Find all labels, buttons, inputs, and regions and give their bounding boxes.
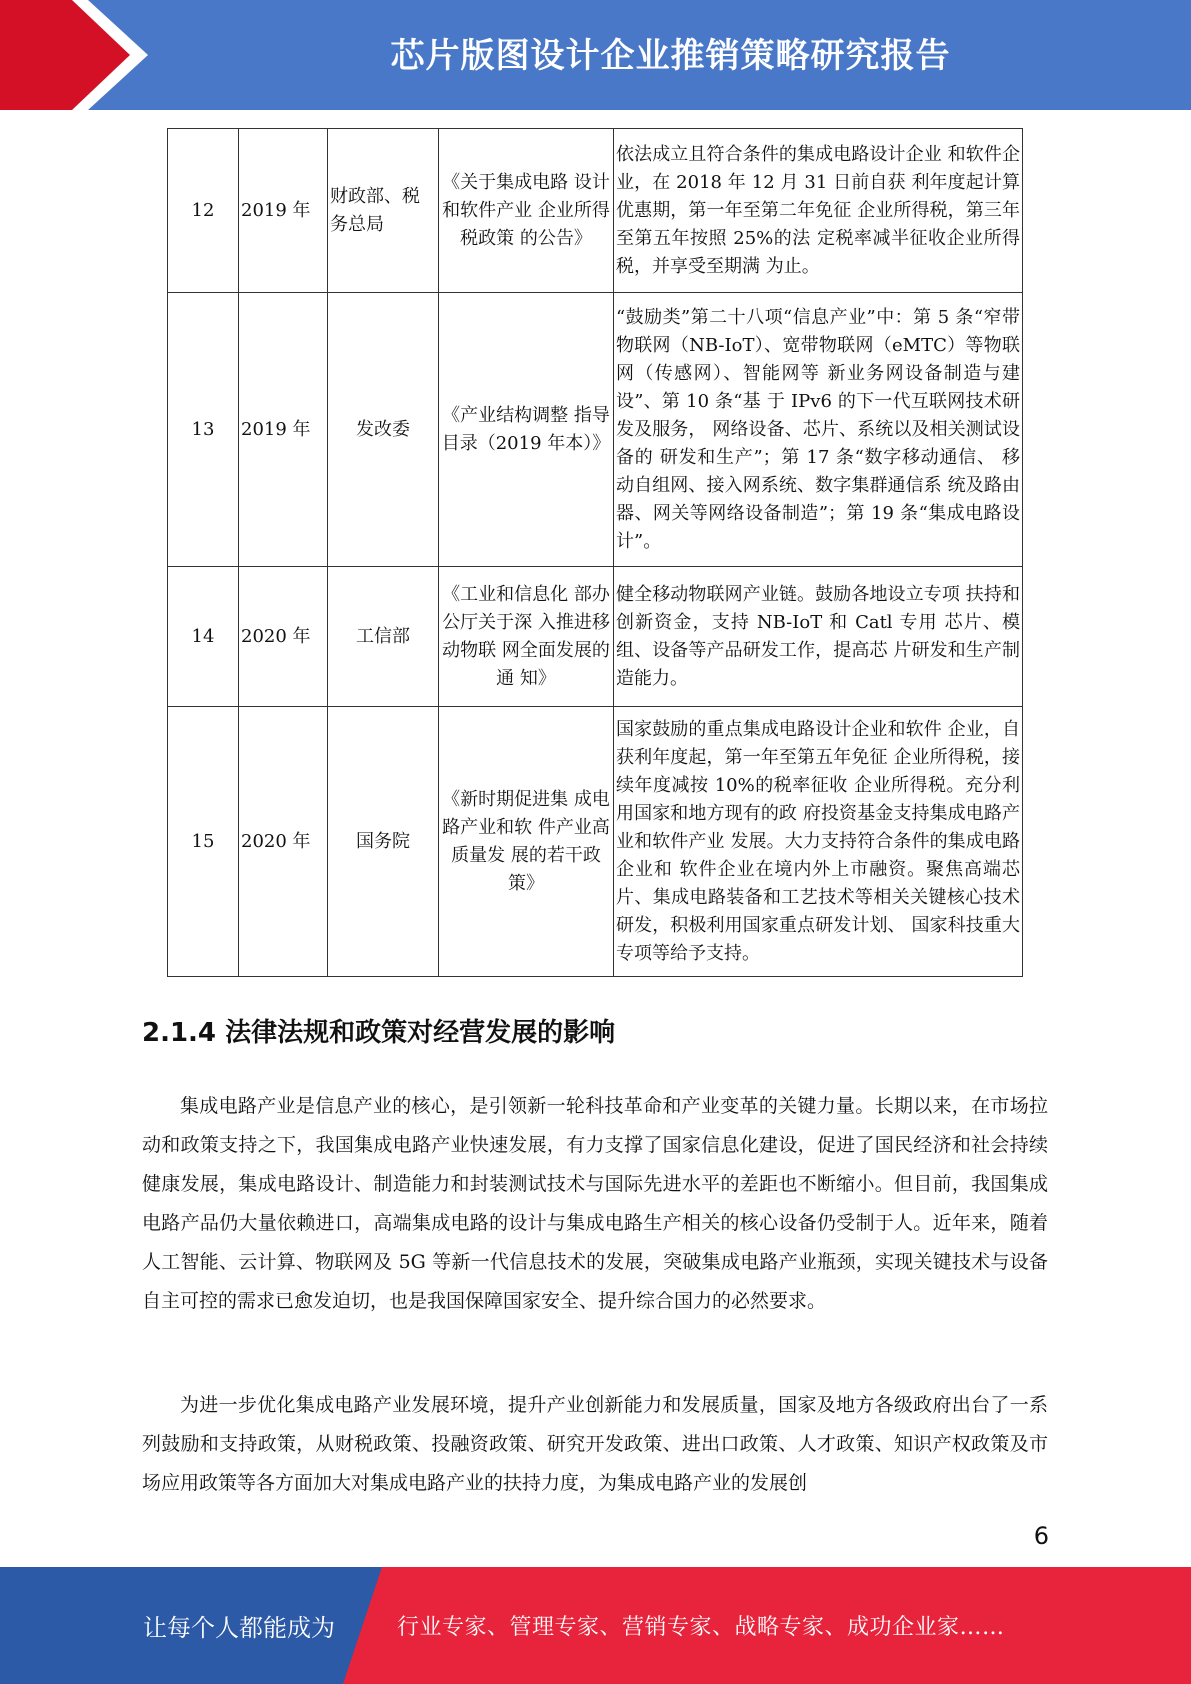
table-row — [168, 707, 1023, 977]
row-content: 健全移动物联网产业链。鼓励各地设立专项 扶持和创新资金，支持 NB-IoT 和 Catl 专用 芯片、模组、设备等产品研发工作，提高芯 片研发和生产制造能力。 — [614, 567, 1023, 707]
row-document: 《新时期促进集 成电路产业和软 件产业高质量发 展的若干政策》 — [439, 707, 614, 977]
table-row — [168, 293, 1023, 567]
body-paragraph: 为进一步优化集成电路产业发展环境，提升产业创新能力和发展质量，国家及地方各级政府出台了一系列鼓励和支持政策，从财税政策、投融资政策、研究开发政策、进出口政策、人才政策、知识产权政策及市场应用政策等各方面加大对集成电路产业的扶持力度，为集成电路产业的发展创 — [142, 1394, 1048, 1494]
table-row — [168, 129, 1023, 293]
page-number: 6 — [1033, 1522, 1049, 1550]
table-row — [168, 567, 1023, 707]
row-content: 依法成立且符合条件的集成电路设计企业 和软件企业，在 2018 年 12 月 31 日前自获 利年度起计算优惠期，第一年至第二年免征 企业所得税，第三年至第五年按照 25%的法 定税率减半征收企业所得税，并享受至期满 为止。 — [614, 129, 1023, 293]
row-number: 14 — [168, 567, 239, 707]
row-number: 12 — [168, 129, 239, 293]
section-heading: 2.1.4 法律法规和政策对经营发展的影响 — [142, 1018, 616, 1048]
footer-slogan-left: 让每个人都能成为 — [143, 1614, 335, 1642]
page-footer — [0, 1567, 1191, 1684]
page-header — [0, 0, 1191, 110]
report-title: 芯片版图设计企业推销策略研究报告 — [390, 36, 951, 76]
row-department: 财政部、税务总局 — [328, 129, 439, 293]
row-content: 国家鼓励的重点集成电路设计企业和软件 企业，自获利年度起，第一年至第五年免征 企业所得税，接续年度减按 10%的税率征收 企业所得税。充分利用国家和地方现有的政 府投资基金支持集成电路产业和软件产业 发展。大力支持符合条件的集成电路企业和 软件企业在境内外上市融资。聚焦高端芯 片、集成电路装备和工艺技术等相关关键核心技术研发，积极利用国家重点研发计划、 国家科技重大专项等给予支持。 — [614, 707, 1023, 977]
row-year: 2019 年 — [239, 293, 328, 567]
row-document: 《关于集成电路 设计和软件产业 企业所得税政策 的公告》 — [439, 129, 614, 293]
policy-table — [167, 128, 1023, 977]
header-arrow-decoration — [0, 0, 150, 110]
row-document: 《工业和信息化 部办公厅关于深 入推进移动物联 网全面发展的通 知》 — [439, 567, 614, 707]
row-number: 15 — [168, 707, 239, 977]
row-department: 发改委 — [328, 293, 439, 567]
row-content: “鼓励类”第二十八项“信息产业”中：第 5 条“窄带物联网（NB-IoT）、宽带物联网（eMTC）等物联网（传感网）、智能网等 新业务网设备制造与建设”、第 10 条“基 于 IPv6 的下一代互联网技术研发及服务， 网络设备、芯片、系统以及相关测试设备的 研发和生产”；第 17 条“数字移动通信、 移动自组网、接入网系统、数字集群通信系 统及路由器、网关等网络设备制造”；第 19 条“集成电路设计”。 — [614, 293, 1023, 567]
row-year: 2020 年 — [239, 567, 328, 707]
row-number: 13 — [168, 293, 239, 567]
footer-slogan-right: 行业专家、管理专家、营销专家、战略专家、成功企业家…… — [397, 1615, 1005, 1640]
row-document: 《产业结构调整 指导目录（2019 年本）》 — [439, 293, 614, 567]
body-paragraph: 集成电路产业是信息产业的核心，是引领新一轮科技革命和产业变革的关键力量。长期以来，在市场拉动和政策支持之下，我国集成电路产业快速发展，有力支撑了国家信息化建设，促进了国民经济和社会持续健康发展，集成电路设计、制造能力和封装测试技术与国际先进水平的差距也不断缩小。但目前，我国集成电路产品仍大量依赖进口，高端集成电路的设计与集成电路生产相关的核心设备仍受制于人。近年来，随着人工智能、云计算、物联网及 5G 等新一代信息技术的发展，突破集成电路产业瓶颈，实现关键技术与设备自主可控的需求已愈发迫切，也是我国保障国家安全、提升综合国力的必然要求。 — [142, 1095, 1048, 1312]
row-department: 国务院 — [328, 707, 439, 977]
row-year: 2020 年 — [239, 707, 328, 977]
row-department: 工信部 — [328, 567, 439, 707]
row-year: 2019 年 — [239, 129, 328, 293]
